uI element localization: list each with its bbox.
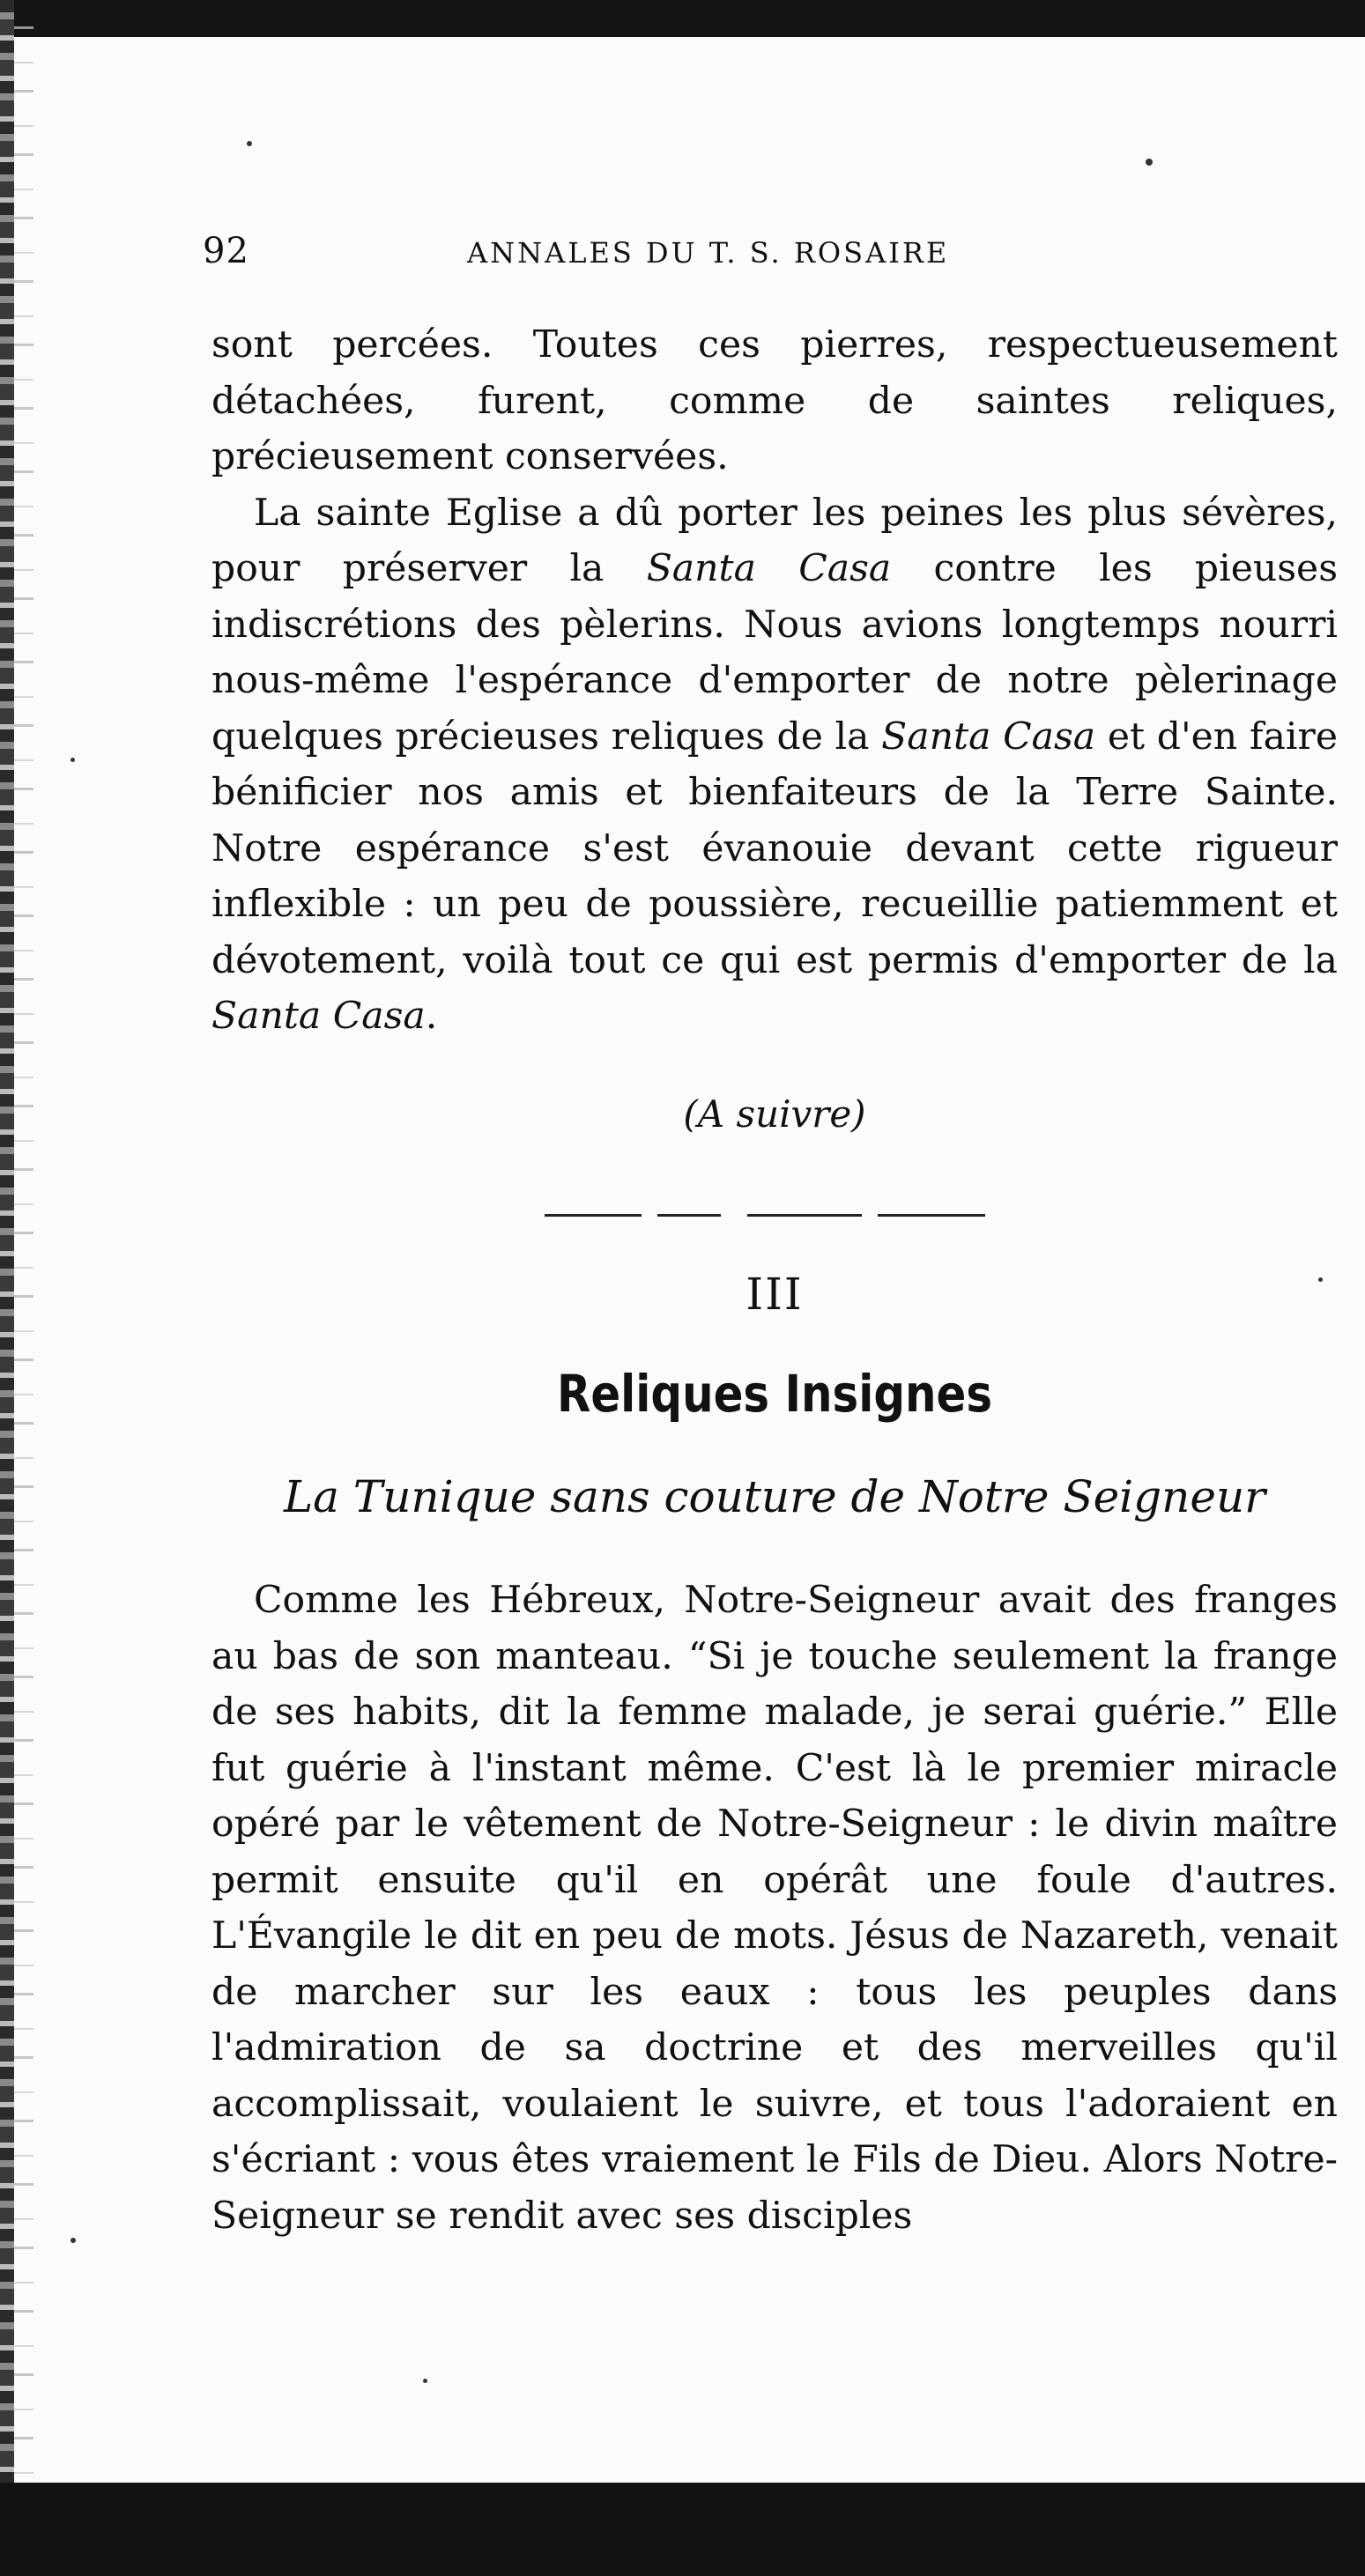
ink-speck [70,758,75,762]
ink-speck [70,2238,76,2243]
section-divider [545,1214,985,1217]
paragraph [211,485,1338,1045]
section-title: Reliques Insignes [556,1364,993,1424]
ink-speck [423,2379,427,2383]
section-subtitle: La Tunique sans couture de Notre Seigneur [283,1471,1266,1522]
continued-text-block [211,317,1338,1045]
page-number: 92 [203,231,249,271]
scan-border-top [0,0,1365,37]
scan-gutter-noise [14,0,33,2576]
paragraph: sont percées. Toutes ces pierres, respectueusement détachées, furent, comme de saintes reliques, précieusement conservées. [211,323,1338,478]
running-title: ANNALES DU T. S. ROSAIRE [467,236,950,270]
italic-term: Santa Casa [646,547,892,590]
text-run: La sainte Eglise a dû porter les peines les plus sévères, pour préserver la [211,491,1338,590]
text-run: . [425,995,438,1038]
section-text-block [211,1573,1338,2244]
scan-border-left [0,0,14,2576]
section-number: III [746,1269,804,1320]
to-be-continued-note: (A suivre) [683,1092,866,1136]
running-header [203,231,1348,275]
ink-speck [247,141,252,146]
text-run: contre les pieuses indiscrétions des pèlerins. Nous avions longtemps nourri nous-même l'espérance d'emporter de notre pèlerinage quelques précieuses reliques de la [211,547,1339,759]
ink-speck [1146,159,1153,166]
italic-term: Santa Casa [211,995,426,1038]
scan-border-bottom [0,2483,1365,2576]
italic-term: Santa Casa [881,714,1096,759]
text-run: et d'en faire bénificier nos amis et bienfaiteurs de la Terre Sainte. Notre espérance s'est évanouie devant cette rigueur inflexible : un peu de poussière, recueillie patiemment et dévotement, voilà tout ce qui est permis d'emporter de la [211,714,1338,982]
paragraph: Comme les Hébreux, Notre-Seigneur avait des franges au bas de son manteau. “Si je touche seulement la frange de ses habits, dit la femme malade, je serai guérie.” Elle fut guérie à l'instant même. C'est là le premier miracle opéré par le vêtement de Notre-Seigneur : le divin maître permit ensuite qu'il en opérât une foule d'autres. L'Évangile le dit en peu de mots. Jésus de Nazareth, venait de marcher sur les eaux : tous les peuples dans l'admiration de sa doctrine et des merveilles qu'il accomplissait, voulaient le suivre, et tous l'adoraient en s'écriant : vous êtes vraiement le Fils de Dieu. Alors Notre-Seigneur se rendit avec ses disciples [211,1579,1338,2238]
